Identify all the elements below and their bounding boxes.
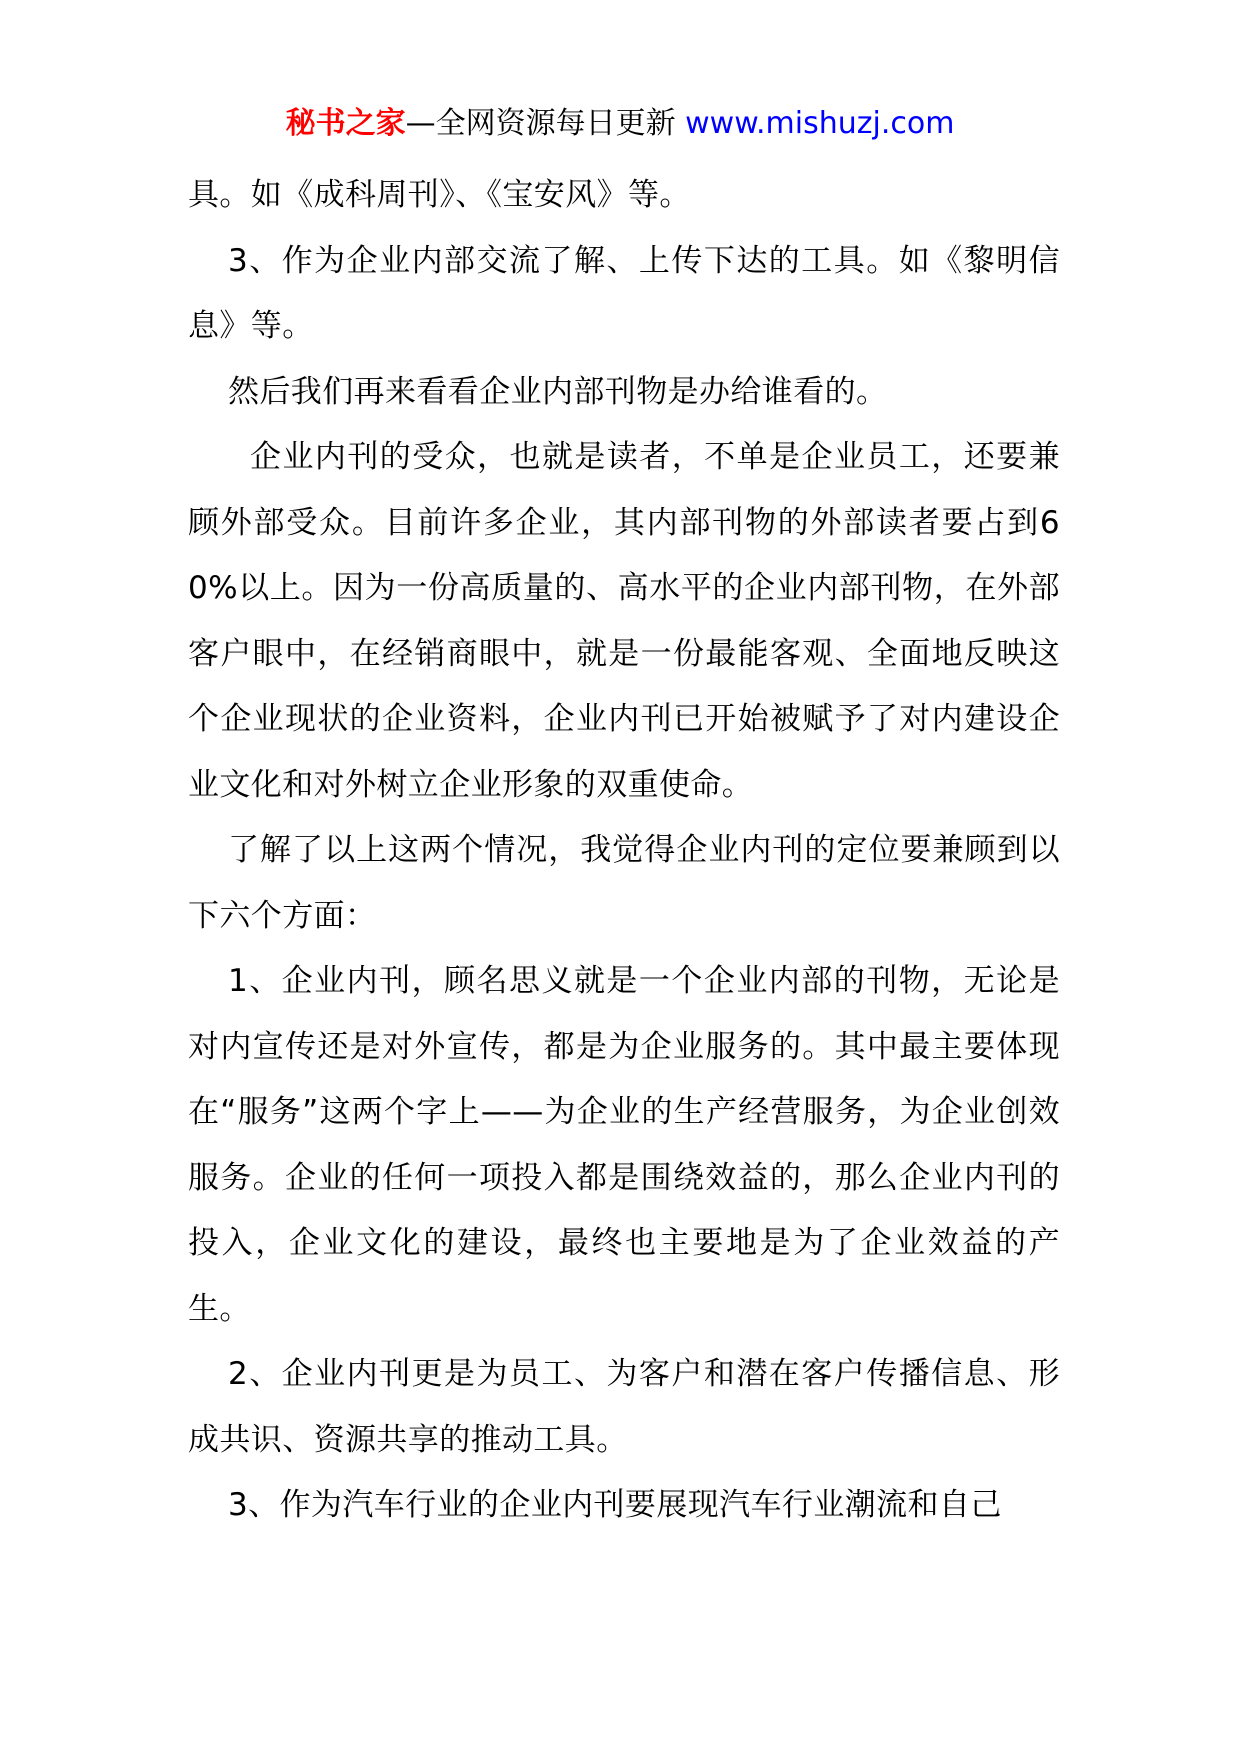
site-url-link[interactable]: www.mishuzj.com	[685, 106, 955, 141]
paragraph-item-3-auto-industry: 3、作为汽车行业的企业内刊要展现汽车行业潮流和自己	[228, 1487, 1002, 1523]
site-header	[0, 102, 1240, 146]
document-body	[188, 163, 1060, 1539]
site-brand: 秘书之家	[285, 106, 406, 141]
paragraph-positioning-intro: 了解了以上这两个情况，我觉得企业内刊的定位要兼顾到以下六个方面：	[188, 832, 1060, 934]
site-slogan: —全网资源每日更新	[405, 106, 686, 141]
paragraph-item-2-communication: 2、企业内刊更是为员工、为客户和潜在客户传播信息、形成共识、资源共享的推动工具。	[188, 1356, 1060, 1458]
paragraph-item-3-internal-exchange: 3、作为企业内部交流了解、上传下达的工具。如《黎明信息》等。	[188, 242, 1060, 344]
paragraph-audience: 企业内刊的受众，也就是读者，不单是企业员工，还要兼顾外部受众。目前许多企业，其内部刊物的外部读者要占到60%以上。因为一份高质量的、高水平的企业内部刊物，在外部客户眼中，在经销商眼中，就是一份最能客观、全面地反映这个企业现状的企业资料，企业内刊已开始被赋予了对内建设企业文化和对外树立企业形象的双重使命。	[188, 439, 1060, 803]
paragraph-item-1-service: 1、企业内刊，顾名思义就是一个企业内部的刊物，无论是对内宣传还是对外宣传，都是为企业服务的。其中最主要体现在“服务”这两个字上——为企业的生产经营服务，为企业创效服务。企业的任何一项投入都是围绕效益的，那么企业内刊的投入，企业文化的建设，最终也主要地是为了企业效益的产生。	[188, 963, 1060, 1327]
paragraph-continuation: 具。如《成科周刊》、《宝安风》等。	[188, 177, 691, 213]
paragraph-audience-question: 然后我们再来看看企业内部刊物是办给谁看的。	[228, 373, 888, 410]
